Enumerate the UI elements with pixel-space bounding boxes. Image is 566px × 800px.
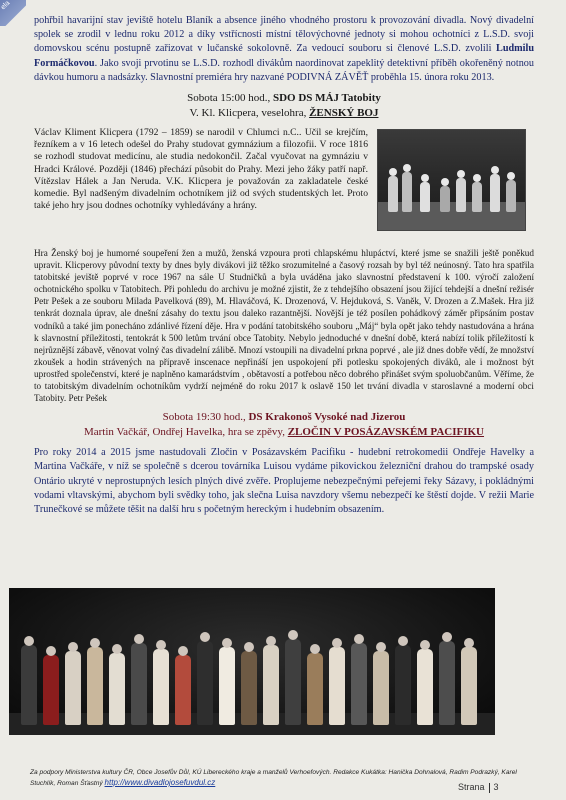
intro-text-2: . Jako svoji prvotinu se L.S.D. rozhodl divákům naordinovat zapeklitý detektivní příběh okořeněný notnou dávkou humoru a nadsázky. Slavnostní premiéra hry nazvané PODIVNÁ ZÁVĚŤ proběhla 15. února roku 2013.	[34, 57, 534, 83]
stage-photo-zlocin	[9, 588, 495, 735]
section1-bio-block	[34, 127, 534, 243]
intro-bold-name: Ludmilu Formáčkovou	[34, 43, 534, 69]
footer-credits	[30, 768, 530, 789]
page-number	[458, 782, 499, 793]
section1-body: Hra Ženský boj je humorné soupeření žen a mužů, ženská vzpoura proti chlapskému hlupáctví, které jsme se snažili ještě poněkud upravit. Klicperovy původní texty by dnes byly divákovi již těžko srozumitelné a časový rozsah by byl též neúnosný. Tato hra spatřila tatobitské jeviště poprvé v roce 1967 na sále U Studničků a byla uváděna jako slavnostní představení k 100. výročí založení ochotnického spolku v Tatobitech. Při pohledu do archivu je možné zjistit, že z tehdejšího obsazení jsou žijící tehdejší a dnešní režisér Petr Pešek a ze souboru Milada Pavelková (89), M. Hlaváčová, K. Drozenová, V. Hejduková, S. Vaněk, V. Drozen a Z.Mašek. Hra již tenkrát doznala úprav, ale dnešní zásahy do textu jsou daleko razantnější. Novější je též posílen pohádkový záměr připsáním postav vodníků a také jim ponecháno zdánlivé řízení děje. Hra v podání tatobitského souboru „Máj“ byla opět jako tehdy nastudována a hrána k slavnostní příležitosti, tentokrát k 500 letům trvání obce Tatobity. Nebylo jednoduché v dnešní době, která nabízí tolik příležitostí k nejrůznější zábavě, věnovat volný čas divadelní zálibě. Mnozí vstoupili na divadelní prkna poprvé , ale již dnes dobře vědí, že množství zkoušek a hodin strávených na přípravě inscenace nepřináší jen uspokojení při potlesku spokojených diváků, ale i možnost být uprostřed společenství, které je naplněno kamarádstvím , obětavostí a potřebou něco dobrého přinášet svým spoluobčanům. Věříme, že to tatobitským divadelním ochotníkům vydrží nejméně do roku 2017 k oslavě 150 let trvání divadla v staroslavné a moderní obci Tatobity. Petr Pešek	[34, 248, 534, 404]
stage-photo-zensky-boj	[377, 129, 526, 231]
section2-play-title: ZLOČIN V POSÁZAVSKÉM PACIFIKU	[287, 426, 485, 439]
section2-group: DS Krakonoš Vysoké nad Jizerou	[248, 411, 406, 424]
section1-header	[34, 91, 534, 121]
section1-bio: Václav Kliment Klicpera (1792 – 1859) se narodil v Chlumci n.C.. Učil se krejčím, řezníkem a v 16 letech odešel do Prahy studovat gymnázium a filozofii. V roce 1816 se rozhodl studovat medicínu, ale studia nedokončil. Začal vyučovat na gymnáziu v Hradci Králové. Později (1846) přechází působit do Prahy. Mezi jeho žáky patří např. Vítězslav Hálek a Jan Neruda. V.K. Klicpera je považován za zakladatele české komedie. Byl nadšeným divadelním ochotníkem již od svých studentských let. Proto také jeho hry jsou dodnes ochotníky vyhledávány a hrány.	[34, 127, 368, 212]
section2-author: Martin Vačkář, Ondřej Havelka, hra se zpěvy,	[83, 426, 288, 439]
corner-tab	[0, 0, 26, 26]
section2-header	[34, 410, 534, 440]
intro-paragraph	[34, 14, 534, 85]
section2-body: Pro roky 2014 a 2015 jsme nastudovali Zločin v Posázavském Pacifiku - hudební retrokomedii Ondřeje Havelky a Martina Vačkáře, v níž se společně s dcerou továrníka Luisou vydáme pikovickou železniční drahou do trampské osady Ontário ukryté v neprostupných lesích plných divé zvěře. Proplujeme nebezpečnými peřejemi řeky Sázavy, i pokládnými vodami vltavskými, abychom byli svědky toho, jak slečna Luisa navzdory všemu nebezpečí ke štěstí dojde. V režii Marie Trunečkové se můžete těšit na další hru s početným hereckým i hudebním obsazením.	[34, 447, 534, 516]
footer-credits-text: Za podpory Ministerstva kultury ČR, Obce Josefův Důl, KÚ Libereckého kraje a manželů Verhoefových. Redakce Kukátka: Hanička Dohnalová, Radim Podrazký, Karel Stuchlík, Roman Šťastný	[30, 769, 517, 787]
section2-time: Sobota 19:30 hod.,	[162, 411, 249, 424]
page-content	[34, 14, 534, 517]
section1-time: Sobota 15:00 hod.,	[187, 92, 273, 105]
section1-author: V. Kl. Klicpera, veselohra,	[189, 107, 310, 120]
page-number-value: 3	[493, 782, 499, 792]
page-label: Strana	[458, 782, 485, 792]
website-link[interactable]: http://www.divadlojosefuvdul.cz	[104, 778, 216, 787]
section1-play-title: ŽENSKÝ BOJ	[309, 107, 379, 120]
section1-group: SDO DS MÁJ Tatobity	[272, 92, 381, 105]
corner-label: ela	[0, 0, 12, 12]
intro-text-1: pohřbil havarijní stav jeviště hotelu Blaník a absence jiného vhodného prostoru k provozování divadla. Nový divadelní spolek se zrodil v lednu roku 2012 a díky vstřícnosti místní tělovýchovné jednoty si mohou ochotníci z L.S.D. svoji domovskou scénu postupně zařizovat v lučanské sokolovně. Za vedoucí souboru si členové L.S.D. zvolili	[34, 15, 534, 55]
